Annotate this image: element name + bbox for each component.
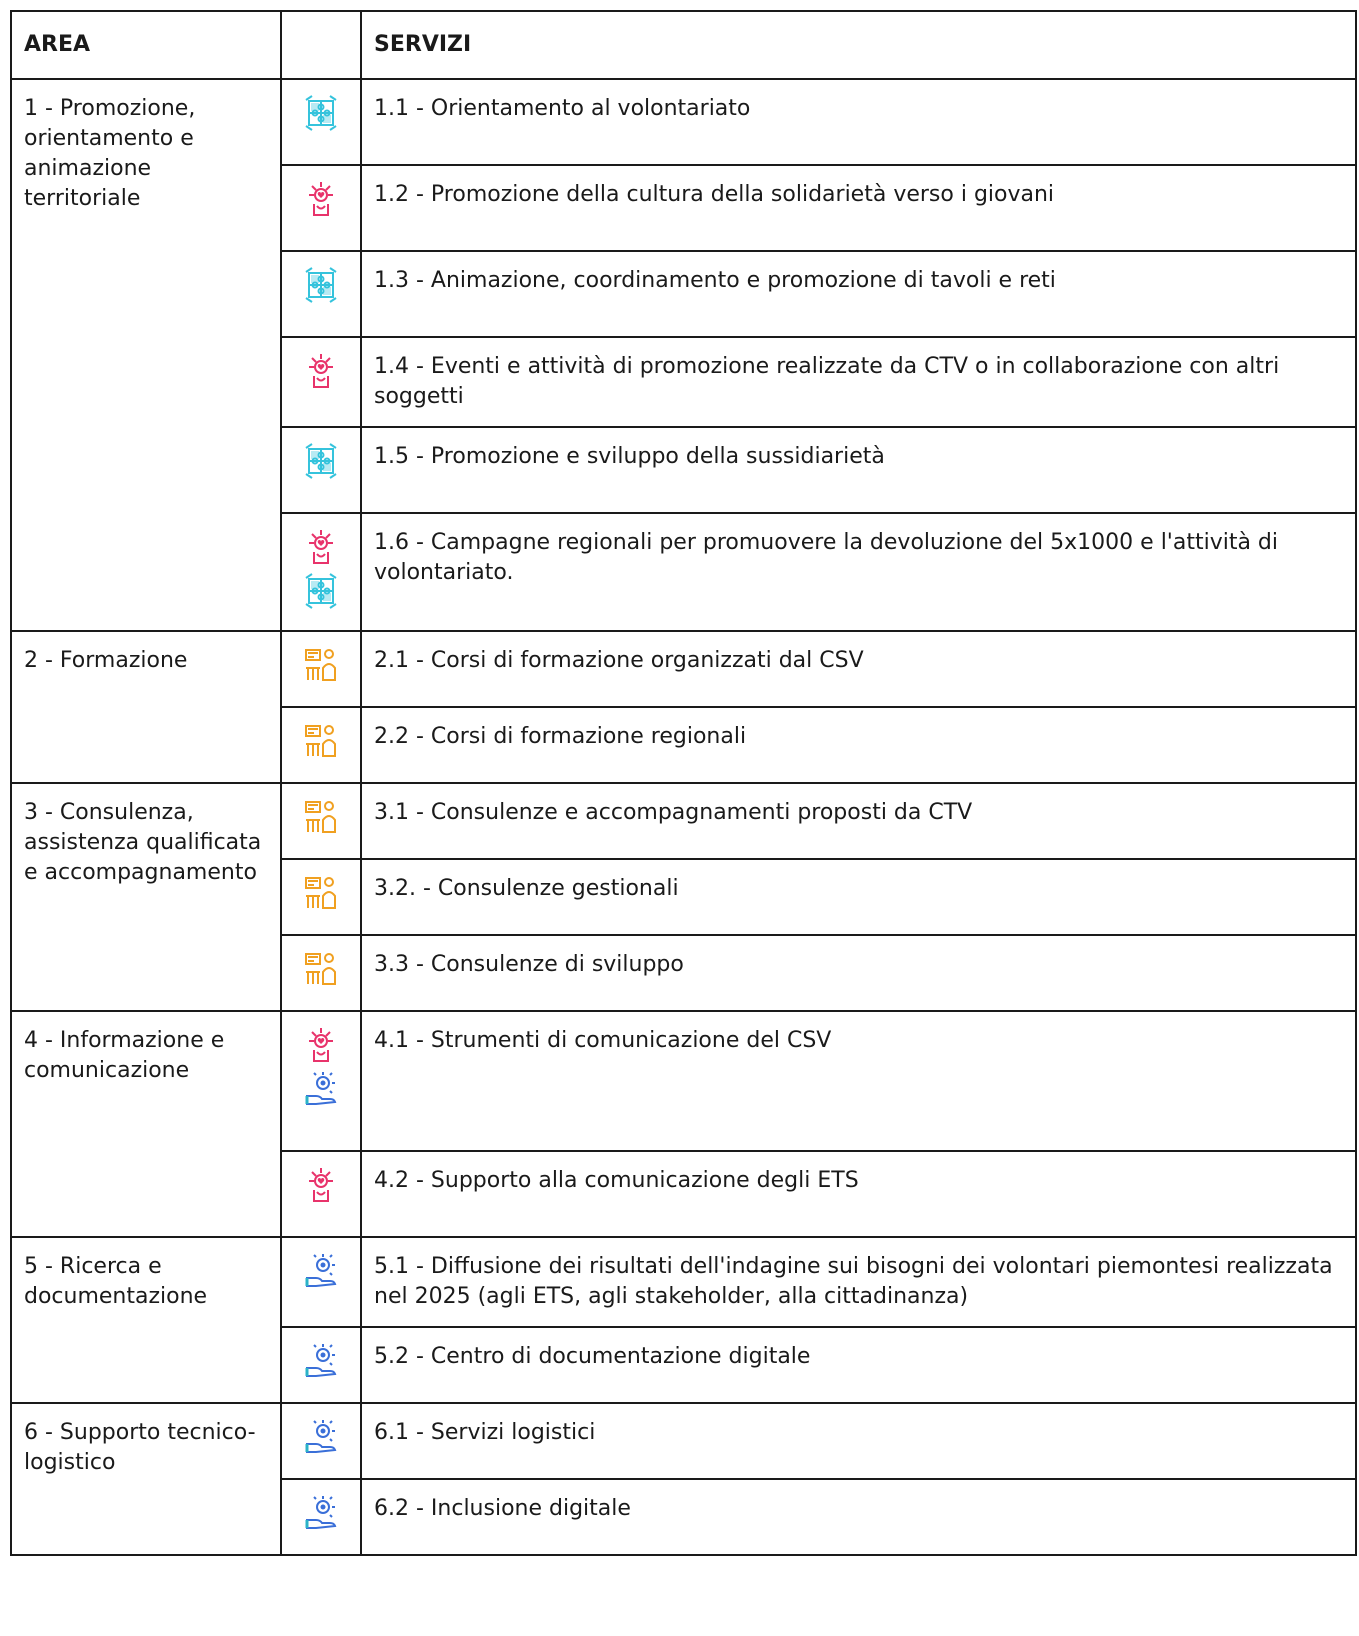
table-row — [11, 631, 1356, 707]
service-icons-cell — [281, 251, 361, 337]
service-text-cell: 4.1 - Strumenti di comunicazione del CSV — [361, 1011, 1356, 1151]
service-text-cell: 2.1 - Corsi di formazione organizzati dal CSV — [361, 631, 1356, 707]
tech-hand-icon — [304, 1418, 338, 1456]
tech-hand-icon — [304, 1342, 338, 1380]
training-icon — [304, 646, 338, 684]
header-icon — [281, 11, 361, 79]
table-row — [11, 783, 1356, 859]
area-cell: 4 - Informazione e comunicazione — [11, 1011, 281, 1237]
service-text-cell: 6.2 - Inclusione digitale — [361, 1479, 1356, 1555]
service-text-cell: 1.2 - Promozione della cultura della solidarietà verso i giovani — [361, 165, 1356, 251]
heart-megaphone-icon — [304, 1026, 338, 1064]
area-cell: 1 - Promozione, orientamento e animazione territoriale — [11, 79, 281, 631]
services-table — [10, 10, 1357, 1556]
service-icons-cell — [281, 337, 361, 427]
service-icons-cell — [281, 79, 361, 165]
service-icons-cell — [281, 631, 361, 707]
training-icon — [304, 874, 338, 912]
service-text-cell: 3.2. - Consulenze gestionali — [361, 859, 1356, 935]
service-text-cell: 5.1 - Diffusione dei risultati dell'indagine sui bisogni dei volontari piemontesi realizzata nel 2025 (agli ETS, agli stakeholder, alla cittadinanza) — [361, 1237, 1356, 1327]
service-icons-cell — [281, 707, 361, 783]
service-icons-cell — [281, 165, 361, 251]
service-icons-cell — [281, 513, 361, 631]
tech-hand-icon — [304, 1494, 338, 1532]
table-body — [11, 79, 1356, 1555]
service-icons-cell — [281, 935, 361, 1011]
header-servizi: SERVIZI — [361, 11, 1356, 79]
puzzle-icon — [304, 572, 338, 610]
tech-hand-icon — [304, 1252, 338, 1290]
table-row — [11, 79, 1356, 165]
service-text-cell: 1.3 - Animazione, coordinamento e promozione di tavoli e reti — [361, 251, 1356, 337]
puzzle-icon — [304, 442, 338, 480]
service-text-cell: 1.5 - Promozione e sviluppo della sussidiarietà — [361, 427, 1356, 513]
service-text-cell: 1.1 - Orientamento al volontariato — [361, 79, 1356, 165]
service-icons-cell — [281, 859, 361, 935]
table-row — [11, 1403, 1356, 1479]
service-text-cell: 2.2 - Corsi di formazione regionali — [361, 707, 1356, 783]
service-text-cell: 6.1 - Servizi logistici — [361, 1403, 1356, 1479]
puzzle-icon — [304, 266, 338, 304]
training-icon — [304, 722, 338, 760]
heart-megaphone-icon — [304, 528, 338, 566]
header-row — [11, 11, 1356, 79]
service-icons-cell — [281, 1403, 361, 1479]
area-cell: 2 - Formazione — [11, 631, 281, 783]
heart-megaphone-icon — [304, 180, 338, 218]
service-text-cell: 3.1 - Consulenze e accompagnamenti proposti da CTV — [361, 783, 1356, 859]
service-icons-cell — [281, 1151, 361, 1237]
tech-hand-icon — [304, 1070, 338, 1108]
service-icons-cell — [281, 427, 361, 513]
service-icons-cell — [281, 1479, 361, 1555]
area-cell: 3 - Consulenza, assistenza qualificata e accompagnamento — [11, 783, 281, 1011]
service-text-cell: 1.6 - Campagne regionali per promuovere la devoluzione del 5x1000 e l'attività di volontariato. — [361, 513, 1356, 631]
service-icons-cell — [281, 1237, 361, 1327]
training-icon — [304, 798, 338, 836]
table-row — [11, 1237, 1356, 1327]
puzzle-icon — [304, 94, 338, 132]
header-area: AREA — [11, 11, 281, 79]
service-text-cell: 3.3 - Consulenze di sviluppo — [361, 935, 1356, 1011]
service-text-cell: 1.4 - Eventi e attività di promozione realizzate da CTV o in collaborazione con altri soggetti — [361, 337, 1356, 427]
table-row — [11, 1011, 1356, 1151]
service-text-cell: 4.2 - Supporto alla comunicazione degli ETS — [361, 1151, 1356, 1237]
heart-megaphone-icon — [304, 352, 338, 390]
service-icons-cell — [281, 1327, 361, 1403]
service-icons-cell — [281, 1011, 361, 1151]
area-cell: 6 - Supporto tecnico-logistico — [11, 1403, 281, 1555]
area-cell: 5 - Ricerca e documentazione — [11, 1237, 281, 1403]
training-icon — [304, 950, 338, 988]
heart-megaphone-icon — [304, 1166, 338, 1204]
service-icons-cell — [281, 783, 361, 859]
service-text-cell: 5.2 - Centro di documentazione digitale — [361, 1327, 1356, 1403]
